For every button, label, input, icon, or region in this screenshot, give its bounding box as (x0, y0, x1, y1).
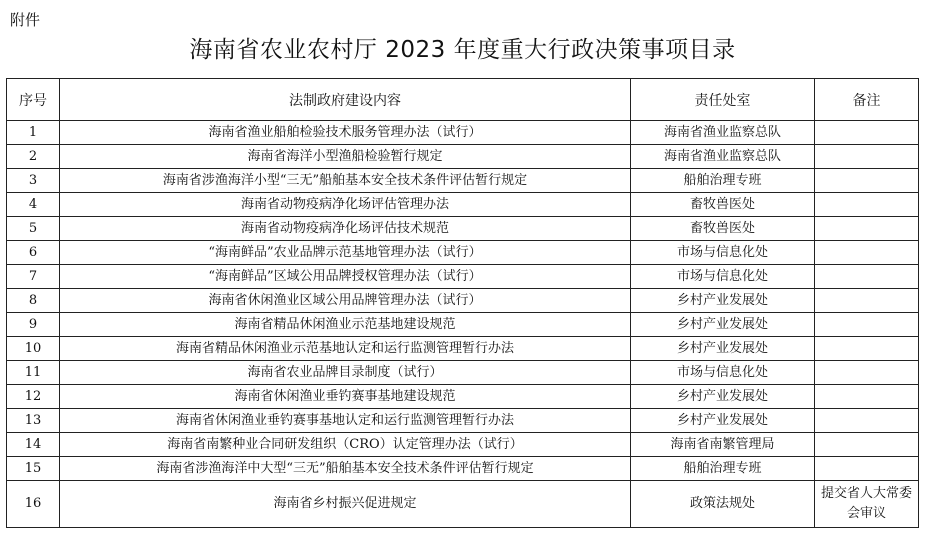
row-item: 海南省休闲渔业垂钓赛事基地认定和运行监测管理暂行办法 (60, 409, 631, 433)
column-header-no: 序号 (7, 79, 60, 121)
row-item: 海南省涉渔海洋小型“三无”船舶基本安全技术条件评估暂行规定 (60, 169, 631, 193)
table-row (7, 289, 919, 313)
row-remark (815, 409, 919, 433)
row-item: 海南省渔业船舶检验技术服务管理办法（试行） (60, 121, 631, 145)
row-dept: 海南省渔业监察总队 (631, 145, 815, 169)
row-dept: 乡村产业发展处 (631, 289, 815, 313)
row-remark (815, 217, 919, 241)
row-remark (815, 265, 919, 289)
row-number: 13 (7, 409, 60, 433)
attachment-label: 附件 (10, 11, 41, 29)
row-number: 3 (7, 169, 60, 193)
row-item: 海南省动物疫病净化场评估管理办法 (60, 193, 631, 217)
row-dept: 船舶治理专班 (631, 457, 815, 481)
table-row (7, 169, 919, 193)
row-number: 15 (7, 457, 60, 481)
column-header-item: 法制政府建设内容 (60, 79, 631, 121)
row-number: 14 (7, 433, 60, 457)
row-dept: 船舶治理专班 (631, 169, 815, 193)
row-remark (815, 433, 919, 457)
row-item: “海南鲜品”农业品牌示范基地管理办法（试行） (60, 241, 631, 265)
table-row (7, 313, 919, 337)
row-item: 海南省农业品牌目录制度（试行） (60, 361, 631, 385)
row-number: 4 (7, 193, 60, 217)
row-item: 海南省精品休闲渔业示范基地建设规范 (60, 313, 631, 337)
row-number: 7 (7, 265, 60, 289)
table-row (7, 193, 919, 217)
column-header-remark: 备注 (815, 79, 919, 121)
row-dept: 乡村产业发展处 (631, 409, 815, 433)
row-item: 海南省乡村振兴促进规定 (60, 481, 631, 528)
row-remark (815, 385, 919, 409)
row-item: 海南省南繁种业合同研发组织（CRO）认定管理办法（试行） (60, 433, 631, 457)
row-number: 9 (7, 313, 60, 337)
row-dept: 海南省渔业监察总队 (631, 121, 815, 145)
row-dept: 乡村产业发展处 (631, 337, 815, 361)
row-item: “海南鲜品”区域公用品牌授权管理办法（试行） (60, 265, 631, 289)
row-dept: 畜牧兽医处 (631, 193, 815, 217)
row-remark (815, 313, 919, 337)
row-number: 5 (7, 217, 60, 241)
row-dept: 市场与信息化处 (631, 265, 815, 289)
row-remark (815, 337, 919, 361)
row-number: 16 (7, 481, 60, 528)
row-item: 海南省休闲渔业区域公用品牌管理办法（试行） (60, 289, 631, 313)
row-number: 6 (7, 241, 60, 265)
table-row (7, 337, 919, 361)
column-header-dept: 责任处室 (631, 79, 815, 121)
policy-table (6, 78, 919, 528)
row-remark (815, 241, 919, 265)
table-row (7, 121, 919, 145)
row-remark (815, 169, 919, 193)
row-number: 10 (7, 337, 60, 361)
table-row (7, 361, 919, 385)
row-dept: 市场与信息化处 (631, 241, 815, 265)
table-row (7, 145, 919, 169)
row-number: 11 (7, 361, 60, 385)
row-dept: 市场与信息化处 (631, 361, 815, 385)
row-item: 海南省海洋小型渔船检验暂行规定 (60, 145, 631, 169)
table-row (7, 457, 919, 481)
row-remark (815, 361, 919, 385)
row-remark (815, 193, 919, 217)
row-item: 海南省涉渔海洋中大型“三无”船舶基本安全技术条件评估暂行规定 (60, 457, 631, 481)
row-dept: 政策法规处 (631, 481, 815, 528)
table-row (7, 265, 919, 289)
row-dept: 海南省南繁管理局 (631, 433, 815, 457)
row-dept: 畜牧兽医处 (631, 217, 815, 241)
table-row (7, 433, 919, 457)
table-row (7, 409, 919, 433)
row-item: 海南省休闲渔业垂钓赛事基地建设规范 (60, 385, 631, 409)
table-row (7, 217, 919, 241)
row-remark (815, 121, 919, 145)
row-dept: 乡村产业发展处 (631, 385, 815, 409)
row-remark: 提交省人大常委会审议 (815, 481, 919, 528)
table-row (7, 385, 919, 409)
row-item: 海南省动物疫病净化场评估技术规范 (60, 217, 631, 241)
row-item: 海南省精品休闲渔业示范基地认定和运行监测管理暂行办法 (60, 337, 631, 361)
row-remark (815, 457, 919, 481)
row-remark (815, 289, 919, 313)
table-row (7, 241, 919, 265)
row-number: 1 (7, 121, 60, 145)
row-number: 2 (7, 145, 60, 169)
row-number: 12 (7, 385, 60, 409)
row-dept: 乡村产业发展处 (631, 313, 815, 337)
table-header-row (7, 79, 919, 121)
table-row (7, 481, 919, 528)
document-title: 海南省农业农村厅 2023 年度重大行政决策事项目录 (189, 37, 736, 63)
row-remark (815, 145, 919, 169)
row-number: 8 (7, 289, 60, 313)
